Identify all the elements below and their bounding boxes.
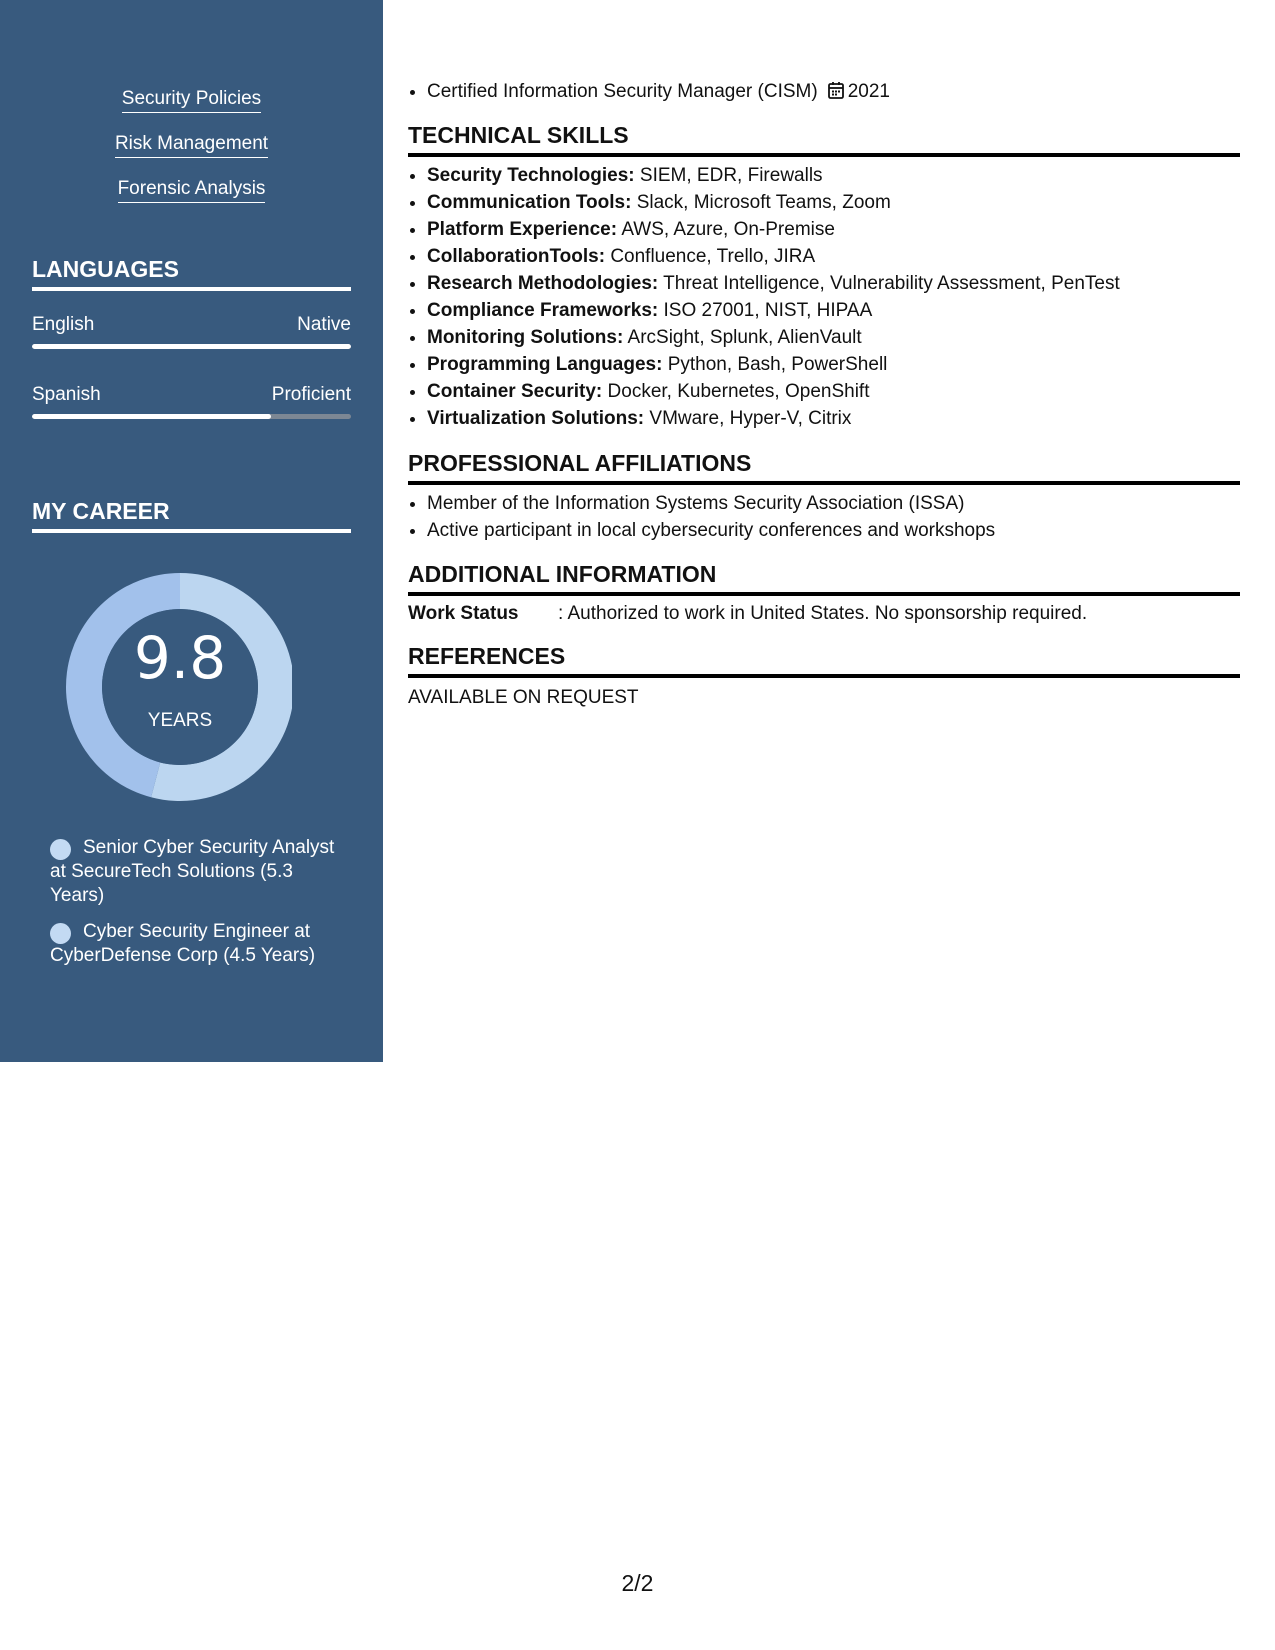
career-donut-chart xyxy=(64,573,292,801)
career-item: Senior Cyber Security Analyst at SecureTech Solutions (5.3 Years) xyxy=(50,837,335,906)
career-dot-icon xyxy=(50,839,71,860)
additional-info-heading: ADDITIONAL INFORMATION xyxy=(408,560,1240,596)
career-dot-icon xyxy=(50,923,71,944)
language-bar-english xyxy=(32,344,351,349)
career-heading: MY CAREER xyxy=(32,497,351,533)
sidebar xyxy=(0,0,383,1062)
language-bar-fill xyxy=(32,414,271,419)
affiliations-heading: PROFESSIONAL AFFILIATIONS xyxy=(408,449,1240,485)
language-spanish xyxy=(32,384,351,406)
skill-item: • Communication Tools: Slack, Microsoft Teams, Zoom xyxy=(427,189,1237,216)
references-text: AVAILABLE ON REQUEST xyxy=(408,687,639,708)
skill-item: • CollaborationTools: Confluence, Trello, JIRA xyxy=(427,243,1237,270)
skill-item: • Monitoring Solutions: ArcSight, Splunk, AlienVault xyxy=(427,324,1237,351)
skill-link-forensic-analysis[interactable]: Forensic Analysis xyxy=(0,178,383,203)
skill-item: • Research Methodologies: Threat Intelligence, Vulnerability Assessment, PenTest xyxy=(427,270,1237,297)
language-level: Proficient xyxy=(271,384,351,405)
career-total-unit: YEARS xyxy=(147,710,213,731)
technical-skills-list xyxy=(408,162,1237,432)
career-item: Cyber Security Engineer at CyberDefense Corp (4.5 Years) xyxy=(50,921,316,966)
career-total-value: 9.8 xyxy=(133,624,227,692)
language-name: Spanish xyxy=(32,384,101,405)
affiliation-item: • Member of the Information Systems Security Association (ISSA) xyxy=(427,490,1237,517)
affiliation-item: • Active participant in local cybersecurity conferences and workshops xyxy=(427,517,1237,544)
work-status-row xyxy=(408,602,1087,626)
skill-item: • Platform Experience: AWS, Azure, On-Premise xyxy=(427,216,1237,243)
page-number: 2/2 xyxy=(621,1570,654,1596)
language-level: Native xyxy=(297,314,351,335)
skill-link-security-policies[interactable]: Security Policies xyxy=(0,88,383,113)
technical-skills-heading: TECHNICAL SKILLS xyxy=(408,121,1240,157)
career-list xyxy=(50,836,340,980)
skill-link-risk-management[interactable]: Risk Management xyxy=(0,133,383,158)
certification-item: • Certified Information Security Manager (CISM) 2021 xyxy=(427,78,1237,105)
certification-list xyxy=(408,78,1237,105)
languages-heading: LANGUAGES xyxy=(32,255,351,291)
language-bar-fill xyxy=(32,344,351,349)
language-bar-spanish xyxy=(32,414,351,419)
skill-item: • Virtualization Solutions: VMware, Hyper-V, Citrix xyxy=(427,405,1237,432)
references-heading: REFERENCES xyxy=(408,642,1240,678)
calendar-icon xyxy=(828,81,844,99)
language-english xyxy=(32,314,351,336)
skill-item: • Security Technologies: SIEM, EDR, Firewalls xyxy=(427,162,1237,189)
language-name: English xyxy=(32,314,95,335)
skill-item: • Programming Languages: Python, Bash, PowerShell xyxy=(427,351,1237,378)
skill-item: • Container Security: Docker, Kubernetes, OpenShift xyxy=(427,378,1237,405)
work-status-value: : Authorized to work in United States. No sponsorship required. xyxy=(558,603,1088,624)
affiliations-list xyxy=(408,490,1237,544)
certification-year: 2021 xyxy=(847,81,890,102)
work-status-label: Work Status xyxy=(408,603,519,624)
skill-item: • Compliance Frameworks: ISO 27001, NIST, HIPAA xyxy=(427,297,1237,324)
